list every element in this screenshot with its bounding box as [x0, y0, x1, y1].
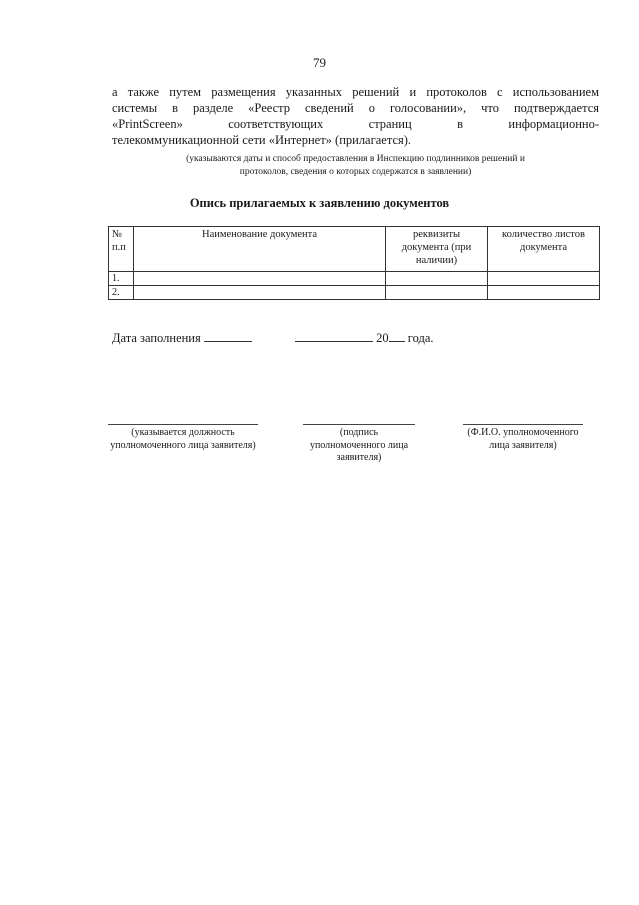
- inventory-title: Опись прилагаемых к заявлению документов: [189, 196, 450, 210]
- paragraph-line: системы в разделе «Реестр сведений о голосовании», что подтверждается: [112, 101, 599, 115]
- explanatory-note: [112, 153, 599, 179]
- note-line: (указываются даты и способ предоставления в Инспекцию подлинников решений и: [186, 154, 525, 164]
- signature-sign-block: [303, 424, 415, 465]
- page-number: 79: [313, 55, 326, 70]
- column-header-number: № п.п: [109, 227, 134, 272]
- signature-line[interactable]: [463, 424, 583, 425]
- signature-line[interactable]: [303, 424, 415, 425]
- table-header-row: [109, 227, 600, 272]
- year-blank[interactable]: [389, 331, 405, 342]
- signature-name-block: [463, 424, 583, 452]
- row-number-cell[interactable]: 1.: [109, 272, 134, 286]
- date-label: Дата заполнения: [112, 331, 201, 345]
- column-header-sheet-count: количество листов документа: [488, 227, 600, 272]
- sheet-count-cell[interactable]: [488, 286, 600, 300]
- column-header-requisites: реквизиты документа (при наличии): [386, 227, 488, 272]
- paragraph-line: телекоммуникационной сети «Интернет» (прилагается).: [112, 133, 412, 147]
- row-number-cell[interactable]: 2.: [109, 286, 134, 300]
- inventory-table: [108, 226, 600, 300]
- document-name-cell[interactable]: [134, 272, 386, 286]
- sheet-count-cell[interactable]: [488, 272, 600, 286]
- month-blank[interactable]: [295, 331, 373, 342]
- column-header-name: Наименование документа: [134, 227, 386, 272]
- body-paragraph: [112, 84, 599, 148]
- date-fill-line: [112, 331, 434, 346]
- day-blank[interactable]: [204, 331, 252, 342]
- paragraph-line: «PrintScreen» соответствующих страниц в информационно-: [112, 117, 599, 131]
- signature-line[interactable]: [108, 424, 258, 425]
- paragraph-line: а также путем размещения указанных решений и протоколов с использованием: [112, 85, 599, 99]
- table-row: [109, 272, 600, 286]
- signature-caption: (подпись уполномоченного лица заявителя): [309, 427, 409, 463]
- table-row: [109, 286, 600, 300]
- note-line: протоколов, сведения о которых содержатся в заявлении): [239, 167, 472, 177]
- date-suffix: года.: [407, 331, 434, 345]
- document-name-cell[interactable]: [134, 286, 386, 300]
- year-prefix: 20: [376, 331, 389, 345]
- signature-caption: (указывается должность уполномоченного лица заявителя): [110, 427, 256, 451]
- signature-position-block: [108, 424, 258, 452]
- signature-caption: (Ф.И.О. уполномоченного лица заявителя): [467, 427, 579, 451]
- requisites-cell[interactable]: [386, 272, 488, 286]
- requisites-cell[interactable]: [386, 286, 488, 300]
